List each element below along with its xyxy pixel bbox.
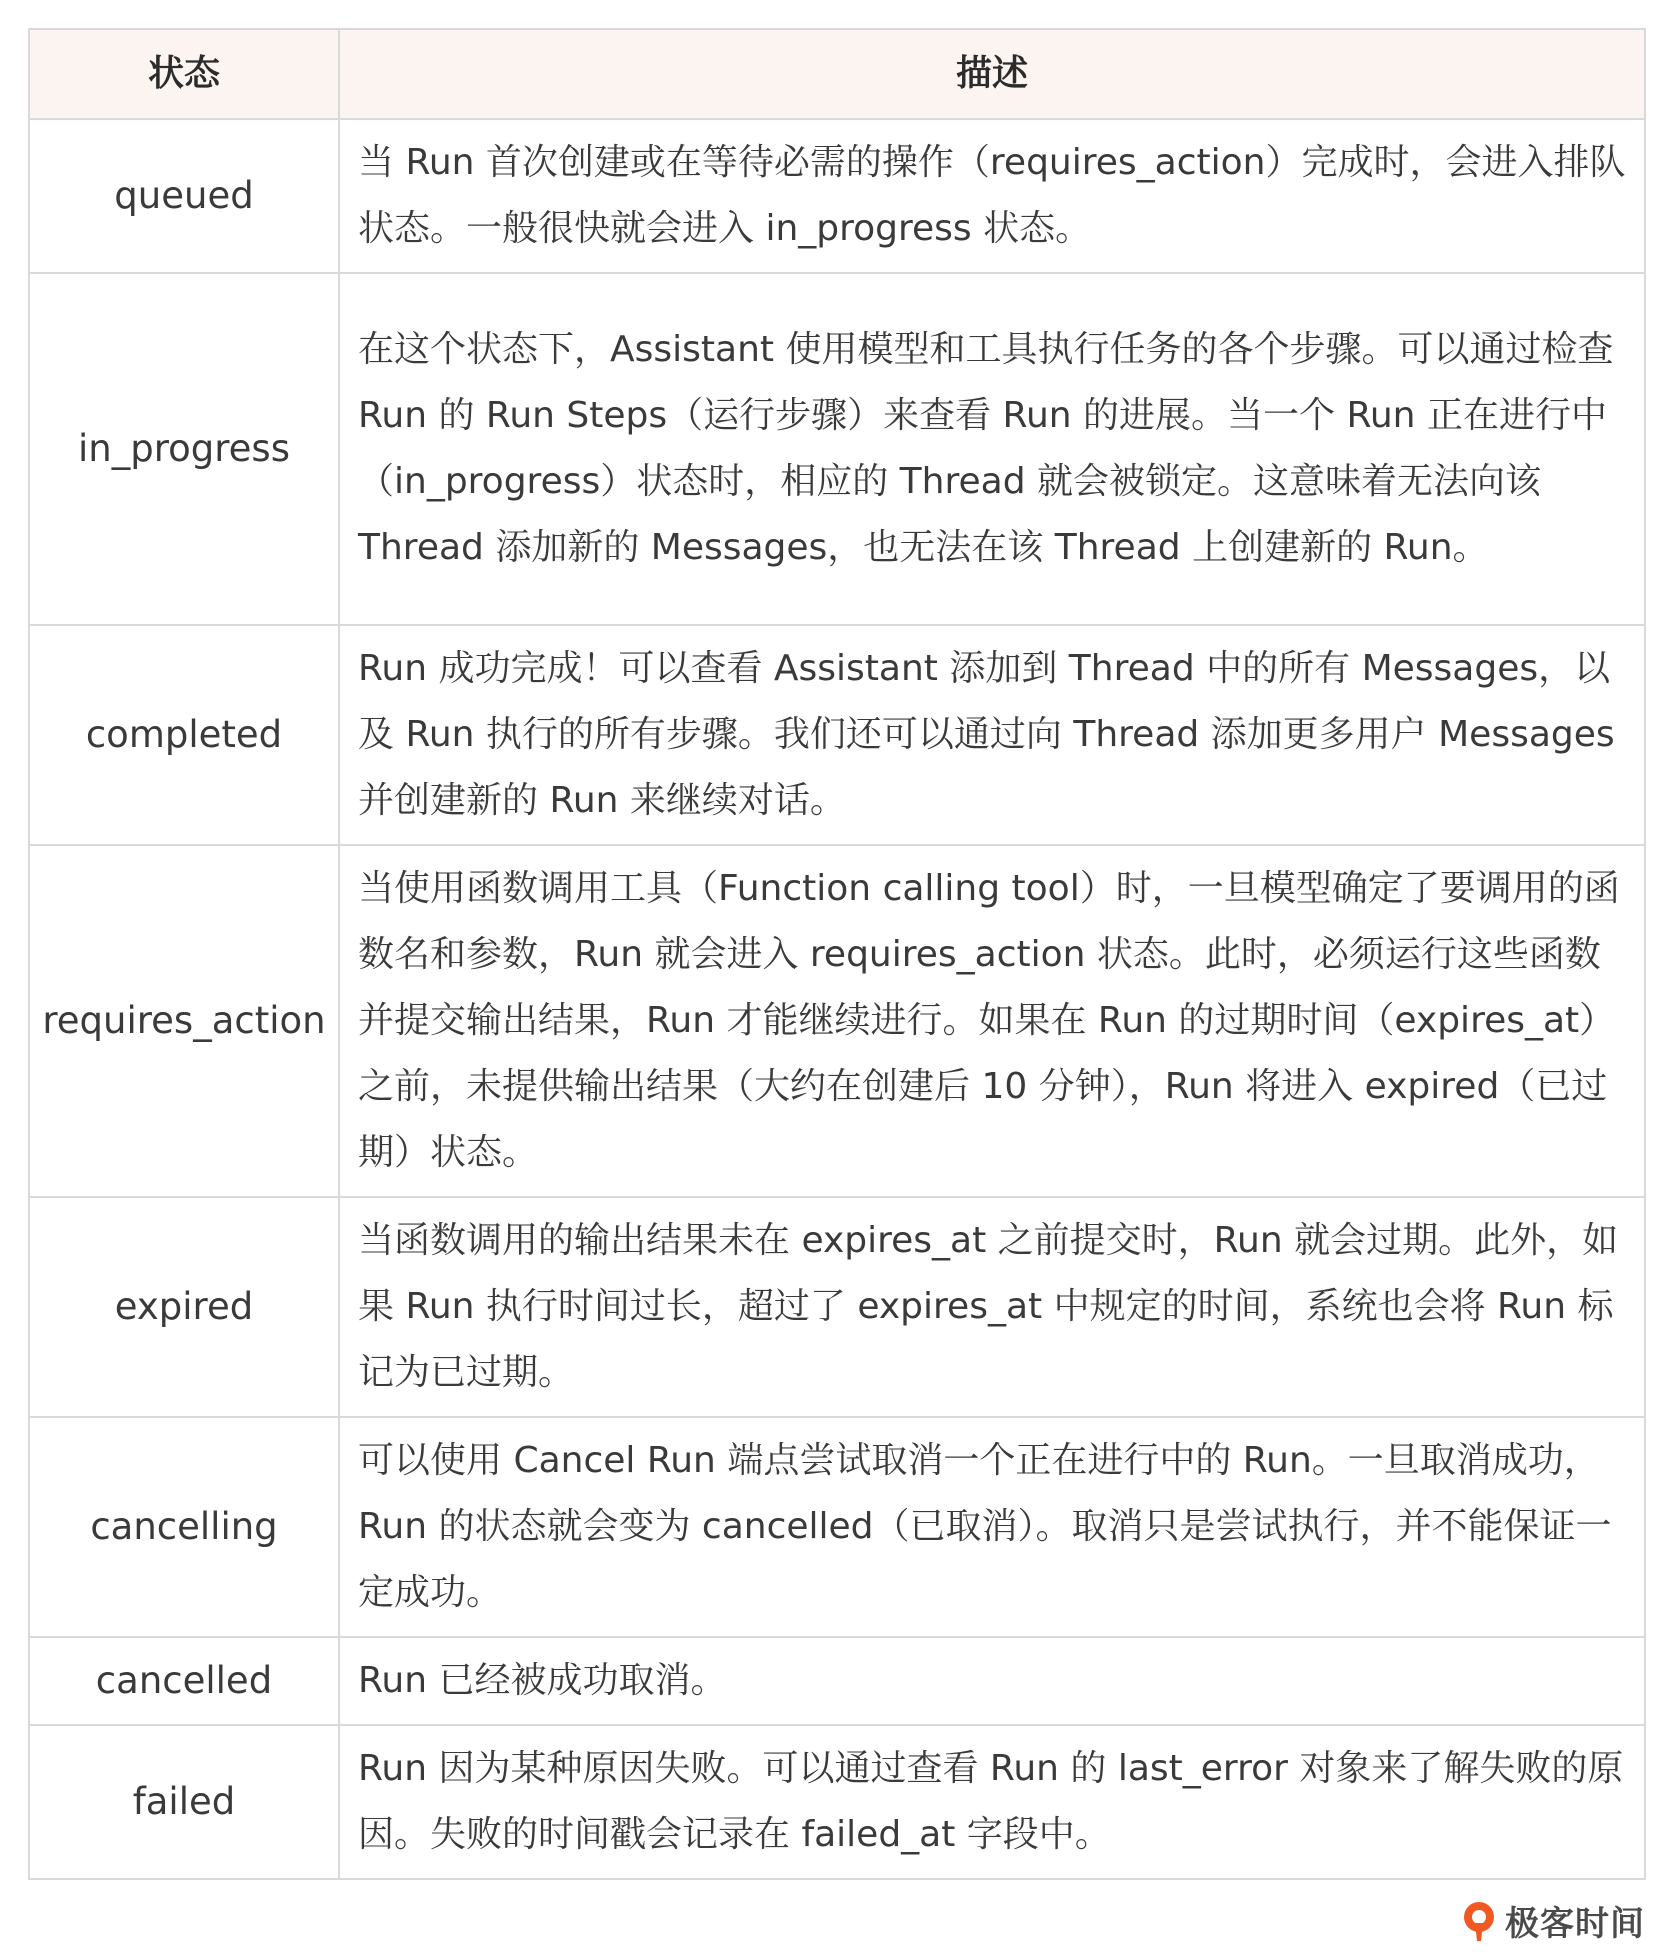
description-cell: 可以使用 Cancel Run 端点尝试取消一个正在进行中的 Run。一旦取消成功，Run 的状态就会变为 cancelled（已取消）。取消只是尝试执行，并不能保证一定成功。 (339, 1417, 1645, 1637)
table-row (29, 273, 1645, 625)
table-row (29, 625, 1645, 845)
description-cell: 当 Run 首次创建或在等待必需的操作（requires_action）完成时，会进入排队状态。一般很快就会进入 in_progress 状态。 (339, 119, 1645, 273)
description-cell: Run 已经被成功取消。 (339, 1637, 1645, 1725)
status-cell: in_progress (29, 273, 339, 625)
description-cell: Run 因为某种原因失败。可以通过查看 Run 的 last_error 对象来了解失败的原因。失败的时间戳会记录在 failed_at 字段中。 (339, 1725, 1645, 1879)
status-cell: cancelling (29, 1417, 339, 1637)
run-status-table (28, 28, 1646, 1880)
header-description: 描述 (339, 29, 1645, 119)
description-cell: Run 成功完成！可以查看 Assistant 添加到 Thread 中的所有 Messages，以及 Run 执行的所有步骤。我们还可以通过向 Thread 添加更多用户 Messages 并创建新的 Run 来继续对话。 (339, 625, 1645, 845)
header-status: 状态 (29, 29, 339, 119)
status-cell: expired (29, 1197, 339, 1417)
description-cell: 在这个状态下，Assistant 使用模型和工具执行任务的各个步骤。可以通过检查 Run 的 Run Steps（运行步骤）来查看 Run 的进展。当一个 Run 正在进行中（in_progress）状态时，相应的 Thread 就会被锁定。这意味着无法向该 Thread 添加新的 Messages，也无法在该 Thread 上创建新的 Run。 (339, 273, 1645, 625)
watermark-text: 极客时间 (1505, 1904, 1645, 1944)
table-row (29, 1725, 1645, 1879)
geektime-watermark (1459, 1896, 1645, 1945)
table-row (29, 1197, 1645, 1417)
status-cell: requires_action (29, 845, 339, 1197)
status-cell: cancelled (29, 1637, 339, 1725)
status-table-container (28, 28, 1646, 1880)
table-header-row (29, 29, 1645, 119)
status-cell: completed (29, 625, 339, 845)
description-cell: 当函数调用的输出结果未在 expires_at 之前提交时，Run 就会过期。此外，如果 Run 执行时间过长，超过了 expires_at 中规定的时间，系统也会将 Run 标记为已过期。 (339, 1197, 1645, 1417)
status-cell: queued (29, 119, 339, 273)
table-row (29, 119, 1645, 273)
table-row (29, 1637, 1645, 1725)
geektime-logo-icon (1459, 1899, 1499, 1943)
table-row (29, 1417, 1645, 1637)
description-cell: 当使用函数调用工具（Function calling tool）时，一旦模型确定了要调用的函数名和参数，Run 就会进入 requires_action 状态。此时，必须运行这些函数并提交输出结果，Run 才能继续进行。如果在 Run 的过期时间（expires_at）之前，未提供输出结果（大约在创建后 10 分钟），Run 将进入 expired（已过期）状态。 (339, 845, 1645, 1197)
status-cell: failed (29, 1725, 339, 1879)
table-row (29, 845, 1645, 1197)
